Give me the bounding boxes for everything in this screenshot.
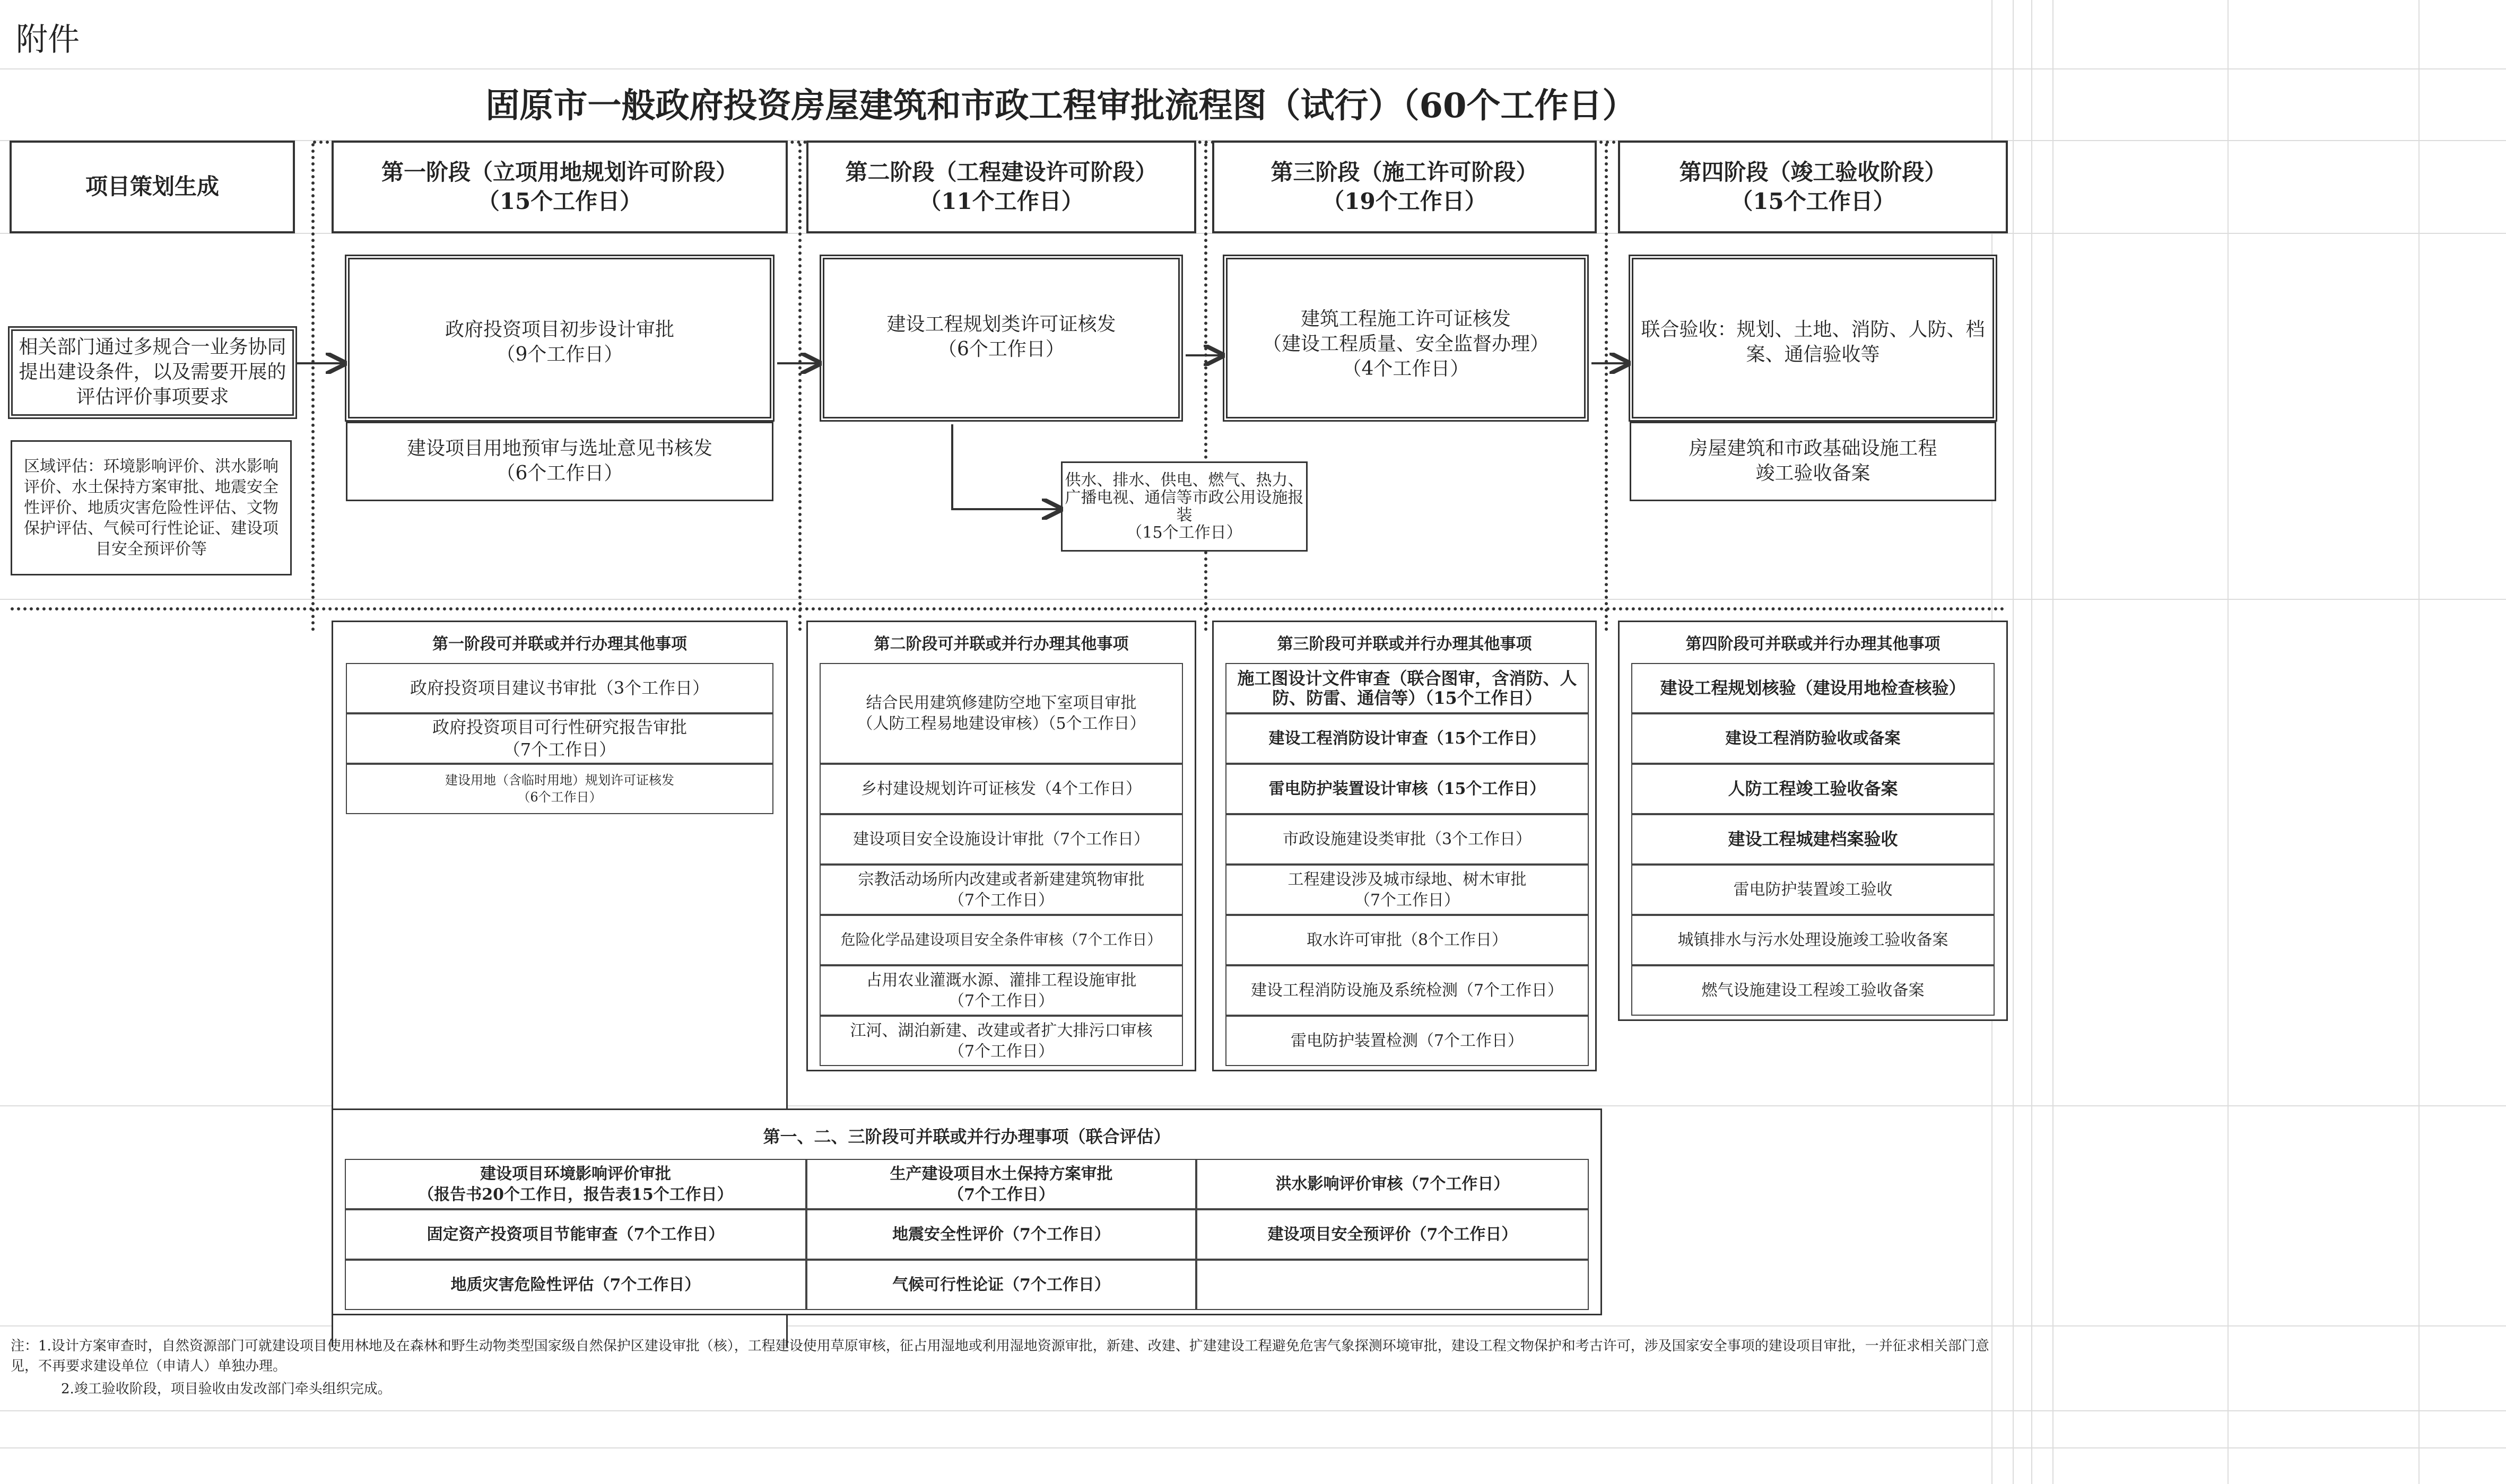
- joint-cell-7: 地质灾害危险性评估（7个工作日）: [345, 1260, 806, 1310]
- stage2-item-4: 宗教活动场所内改建或者新建建筑物审批 （7个工作日）: [820, 865, 1183, 915]
- joint-cell-9: [1196, 1260, 1589, 1310]
- regional-assessment-box: 区域评估：环境影响评价、洪水影响评价、水土保持方案审批、地震安全性评价、地质灾害危险性评估、文物保护评估、气候可行性论证、建设项目安全预评价等: [11, 440, 292, 575]
- joint-cell-6: 建设项目安全预评价（7个工作日）: [1196, 1209, 1589, 1260]
- stage1-item-2: 政府投资项目可行性研究报告审批 （7个工作日）: [346, 713, 773, 764]
- stage3-header: 第三阶段（施工许可阶段） （19个工作日）: [1212, 141, 1597, 233]
- stage1-sub-box: 建设项目用地预审与选址意见书核发 （6个工作日）: [346, 422, 773, 501]
- stage2-item-7: 江河、湖泊新建、改建或者扩大排污口审核 （7个工作日）: [820, 1016, 1183, 1066]
- stage3-item-5: 工程建设涉及城市绿地、树木审批 （7个工作日）: [1225, 865, 1589, 915]
- joint-cell-5: 地震安全性评价（7个工作日）: [806, 1209, 1196, 1260]
- stage1-parallel-title: 第一阶段可并联或并行办理其他事项: [432, 635, 687, 653]
- stage4-header: 第四阶段（竣工验收阶段） （15个工作日）: [1618, 141, 2008, 233]
- stage4-main-box: 联合验收：规划、土地、消防、人防、档案、通信验收等: [1629, 255, 1997, 422]
- stage2-header: 第二阶段（工程建设许可阶段） （11个工作日）: [806, 141, 1196, 233]
- stage2-item-3: 建设项目安全设施设计审批（7个工作日）: [820, 814, 1183, 865]
- stage3-item-1: 施工图设计文件审查（联合图审，含消防、人防、防雷、通信等）（15个工作日）: [1225, 663, 1589, 713]
- stage2-item-1: 结合民用建筑修建防空地下室项目审批 （人防工程易地建设审核）（5个工作日）: [820, 663, 1183, 764]
- stage2-parallel-title: 第二阶段可并联或并行办理其他事项: [874, 635, 1129, 653]
- stage4-item-1: 建设工程规划核验（建设用地检查核验）: [1631, 663, 1995, 713]
- stage1-item-3: 建设用地（含临时用地）规划许可证核发 （6个工作日）: [346, 764, 773, 814]
- stage4-item-6: 城镇排水与污水处理设施竣工验收备案: [1631, 915, 1995, 965]
- stage0-header: 项目策划生成: [10, 141, 295, 233]
- stage4-item-7: 燃气设施建设工程竣工验收备案: [1631, 965, 1995, 1016]
- stage1-header: 第一阶段（立项用地规划许可阶段） （15个工作日）: [332, 141, 788, 233]
- stage3-item-6: 取水许可审批（8个工作日）: [1225, 915, 1589, 965]
- joint-evaluation-title: 第一、二、三阶段可并联或并行办理事项（联合评估）: [763, 1127, 1171, 1147]
- note-1: 注：1.设计方案审查时，自然资源部门可就建设项目使用林地及在森林和野生动物类型国家级自然保护区建设审批（核），工程建设使用草原审核，征占用湿地或利用湿地资源审批，新建、改建、扩建建设工程避免危害气象探测环境审批，建设工程文物保护和考古许可，涉及国家安全事项的建设项目审批，一并征求相关部门意见，不再要求建设单位（申请人）单独办理。: [11, 1338, 1989, 1374]
- stage1-item-1: 政府投资项目建议书审批（3个工作日）: [346, 663, 773, 713]
- joint-cell-1: 建设项目环境影响评价审批 （报告书20个工作日，报告表15个工作日）: [345, 1159, 806, 1209]
- stage1-main-box: 政府投资项目初步设计审批 （9个工作日）: [345, 255, 775, 422]
- stage3-parallel-title: 第三阶段可并联或并行办理其他事项: [1277, 635, 1532, 653]
- stage2-item-6: 占用农业灌溉水源、灌排工程设施审批 （7个工作日）: [820, 965, 1183, 1016]
- joint-cell-3: 洪水影响评价审核（7个工作日）: [1196, 1159, 1589, 1209]
- stage4-item-2: 建设工程消防验收或备案: [1631, 713, 1995, 764]
- stage3-item-7: 建设工程消防设施及系统检测（7个工作日）: [1225, 965, 1589, 1016]
- stage4-item-4: 建设工程城建档案验收: [1631, 814, 1995, 865]
- stage4-item-3: 人防工程竣工验收备案: [1631, 764, 1995, 814]
- stage3-item-4: 市政设施建设类审批（3个工作日）: [1225, 814, 1589, 865]
- stage2-main-box: 建设工程规划类许可证核发 （6个工作日）: [820, 255, 1183, 422]
- stage3-item-3: 雷电防护装置设计审核（15个工作日）: [1225, 764, 1589, 814]
- stage4-item-5: 雷电防护装置竣工验收: [1631, 865, 1995, 915]
- joint-cell-2: 生产建设项目水土保持方案审批 （7个工作日）: [806, 1159, 1196, 1209]
- attachment-label: 附件: [16, 21, 80, 58]
- stage2-item-5: 危险化学品建设项目安全条件审核（7个工作日）: [820, 915, 1183, 965]
- planning-conditions-box: 相关部门通过多规合一业务协同提出建设条件，以及需要开展的评估评价事项要求: [8, 326, 297, 419]
- page-title: 固原市一般政府投资房屋建筑和市政工程审批流程图（试行）（60个工作日）: [485, 86, 1637, 126]
- note-2: 2.竣工验收阶段，项目验收由发改部门牵头组织完成。: [61, 1381, 391, 1398]
- utility-application-box: 供水、排水、供电、燃气、热力、广播电视、通信等市政公用设施报装 （15个工作日）: [1061, 461, 1308, 552]
- stage3-item-2: 建设工程消防设计审查（15个工作日）: [1225, 713, 1589, 764]
- joint-cell-4: 固定资产投资项目节能审查（7个工作日）: [345, 1209, 806, 1260]
- stage4-parallel-title: 第四阶段可并联或并行办理其他事项: [1685, 635, 1941, 653]
- stage3-item-8: 雷电防护装置检测（7个工作日）: [1225, 1016, 1589, 1066]
- stage3-main-box: 建筑工程施工许可证核发 （建设工程质量、安全监督办理） （4个工作日）: [1223, 255, 1589, 422]
- stage2-item-2: 乡村建设规划许可证核发（4个工作日）: [820, 764, 1183, 814]
- joint-cell-8: 气候可行性论证（7个工作日）: [806, 1260, 1196, 1310]
- stage4-sub-box: 房屋建筑和市政基础设施工程 竣工验收备案: [1630, 422, 1996, 501]
